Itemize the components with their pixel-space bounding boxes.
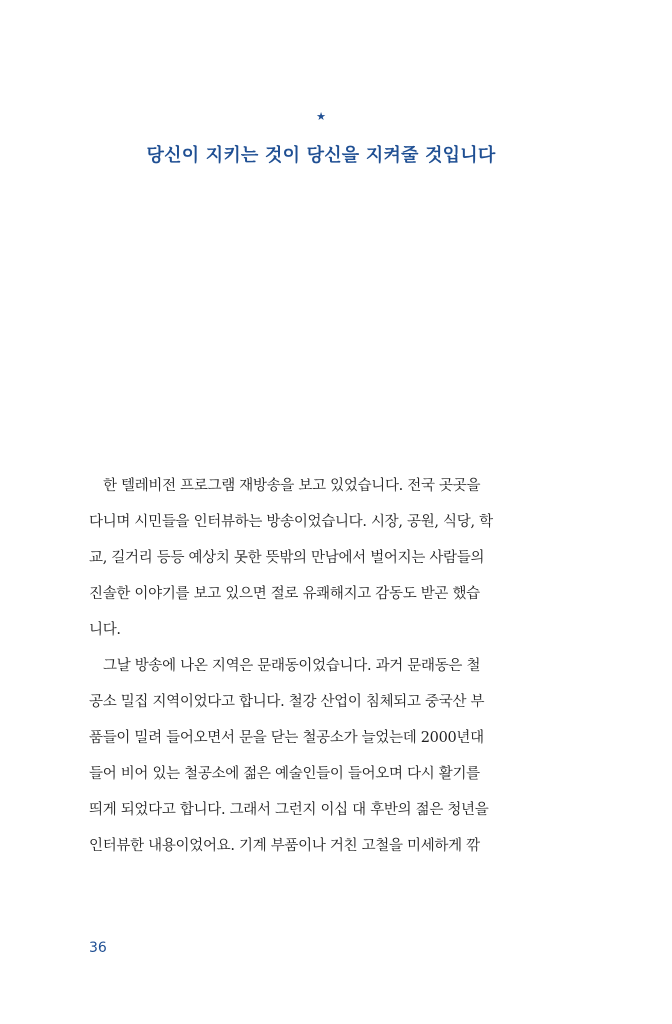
paragraph-line: 들어 비어 있는 철공소에 젊은 예술인들이 들어오며 다시 활기를 [89,766,480,782]
page-number: 36 [89,940,107,956]
paragraph-line: 니다. [89,622,121,638]
paragraph-line: 띄게 되었다고 합니다. 그래서 그런지 이십 대 후반의 젊은 청년을 [89,802,489,818]
chapter-title: 당신이 지키는 것이 당신을 지켜줄 것입니다 [146,145,496,166]
paragraph-line: 공소 밀집 지역이었다고 합니다. 철강 산업이 침체되고 중국산 부 [89,694,485,710]
paragraph-line: 품들이 밀려 들어오면서 문을 닫는 철공소가 늘었는데 2000년대 [89,730,484,746]
paragraph-line: 교, 길거리 등등 예상치 못한 뜻밖의 만남에서 벌어지는 사람들의 [89,550,485,566]
paragraph-line: 한 텔레비전 프로그램 재방송을 보고 있었습니다. 전국 곳곳을 [103,478,481,494]
body-text [89,468,569,864]
paragraph-line: 진솔한 이야기를 보고 있으면 절로 유쾌해지고 감동도 받곤 했습 [89,586,480,602]
paragraph-line: 인터뷰한 내용이었어요. 기계 부품이나 거친 고철을 미세하게 깎 [89,838,480,854]
paragraph-line: 다니며 시민들을 인터뷰하는 방송이었습니다. 시장, 공원, 식당, 학 [89,514,493,530]
paragraph-line: 그날 방송에 나온 지역은 문래동이었습니다. 과거 문래동은 철 [103,658,481,674]
star-icon: ★ [316,110,326,123]
